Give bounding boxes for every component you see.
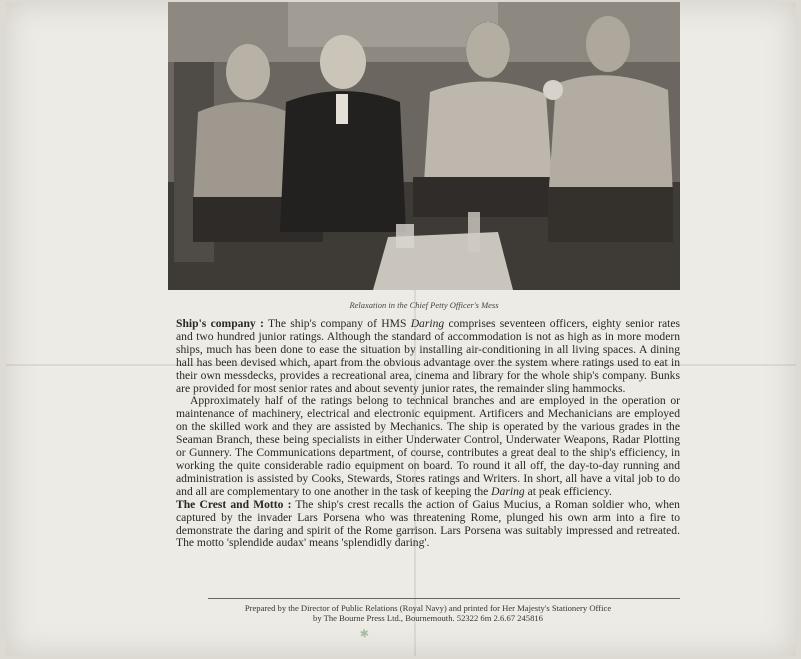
ships-company-text-b: comprises seventeen officers, eighty senior rates and two hundred junior ratings. Although the standard of accommodation is not as high as in more modern ships, much has been done to ease the situation by installing air-conditioning in all living spaces. A dining hall has been devised which, apart from the obvious advantage over the system where ratings used to eat in their own messdecks, provides a recreational area, cinema and library for the whole ship's company. Bunks are provided for most senior rates and about seventy junior rates, the remainder sling hammocks.: [176, 317, 680, 395]
ink-stamp-mark: ✱: [359, 627, 370, 641]
ships-company-text-a: The ship's company of HMS: [267, 317, 411, 330]
ships-company-paragraph: [176, 318, 680, 395]
footer-divider: [208, 598, 680, 599]
ship-name: Daring: [410, 317, 445, 330]
mess-photograph: [168, 2, 680, 290]
ships-company-heading: Ship's company :: [176, 317, 264, 330]
article-body: [176, 318, 680, 550]
imprint-footer: [176, 603, 680, 623]
ratings-paragraph: [176, 395, 680, 498]
ratings-text-b: at peak efficiency.: [524, 484, 612, 498]
crest-paragraph: [176, 499, 680, 551]
photo-caption: Relaxation in the Chief Petty Officer's Mess: [349, 300, 499, 310]
crest-text: The ship's crest recalls the action of Gaius Mucius, a Roman soldier who, when captured by the invader Lars Porsena who was threatening Rome, plunged his own arm into a fire to demonstrate the daring and spirit of the Rome garrison. Lars Porsena was suitably impressed and retreated. The motto 'splendide audax' means 'splendidly daring'.: [176, 497, 680, 550]
crest-heading: The Crest and Motto :: [176, 497, 292, 511]
ship-name-2: Daring: [491, 484, 525, 498]
imprint-line-2: by The Bourne Press Ltd., Bournemouth. 52322 6m 2.6.67 245816: [313, 613, 543, 623]
ratings-text-a: Approximately half of the ratings belong to technical branches and are employed in the operation or maintenance of machinery, electrical and electronic equipment. Artificers and Mechanicians are employed on the skilled work and they are assisted by Mechanics. The ship is operated by the various grades in the Seaman Branch, these being specialists in either Underwater Control, Underwater Weapons, Radar Plotting or Gunnery. The Communications department, of course, contributes a great deal to the ship's efficiency, in working the quite considerable radio equipment on board. To round it all off, the day-to-day running and administration is assisted by Cooks, Stewards, Stores ratings and Writers. In short, all have a vital job to do and all are complementary to one another in the task of keeping the: [176, 394, 680, 498]
imprint-line-1: Prepared by the Director of Public Relations (Royal Navy) and printed for Her Majesty's Stationery Office: [244, 603, 612, 613]
